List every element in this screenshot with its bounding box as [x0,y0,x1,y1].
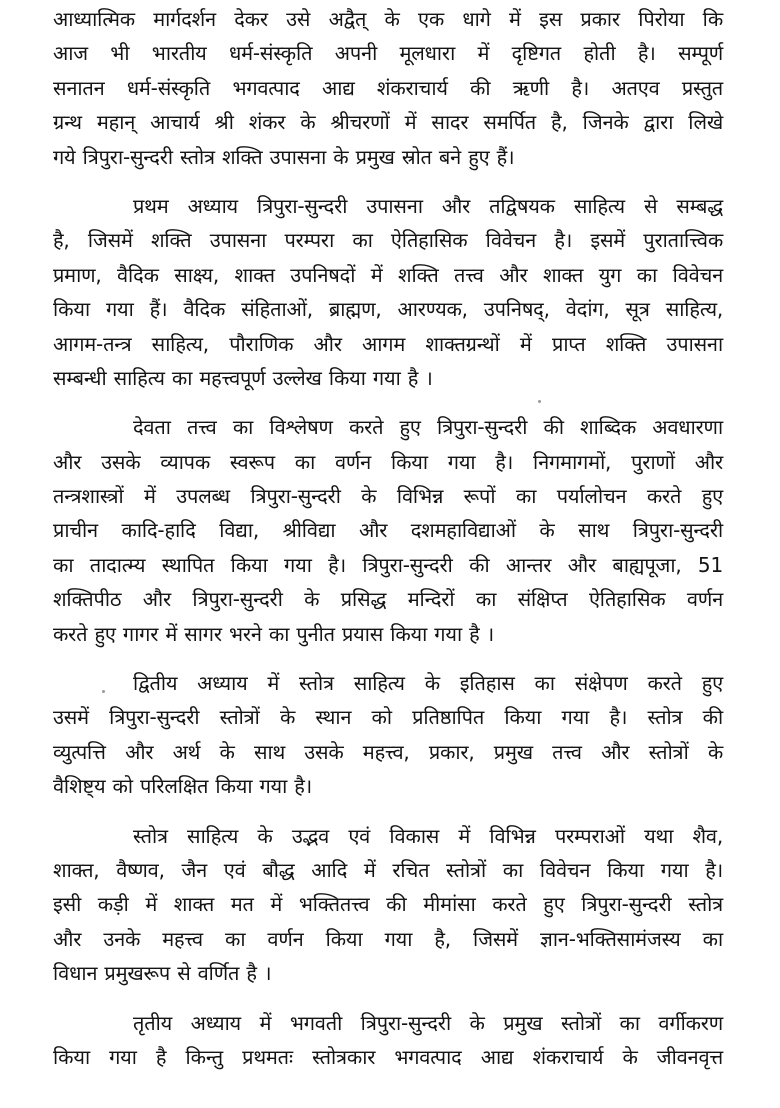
text-line: वैशिष्ट्य को परिलक्षित किया गया है। [53,774,313,799]
paragraph-chapter-two [53,666,723,804]
text-line: सनातन धर्म-संस्कृति भगवत्पाद आद्य शंकराचार्य की ऋणी है। अतएव प्रस्तुत [53,75,723,100]
text-line: शक्तिपीठ और त्रिपुरा-सुन्दरी के प्रसिद्ध मन्दिरों का संक्षिप्त ऐतिहासिक वर्णन [53,587,723,612]
paragraph-chapter-three [53,1006,723,1075]
text-line: प्रमाण, वैदिक साक्ष्य, शाक्त उपनिषदों में शक्ति तत्त्व और शाक्त युग का विवेचन [53,262,723,287]
text-line: आध्यात्मिक मार्गदर्शन देकर उसे अद्वैत् के एक धागे में इस प्रकार पिरोया कि [53,7,723,31]
text-line: है, जिसमें शक्ति उपासना परम्परा का ऐतिहासिक विवेचन है। इसमें पुरातात्त्विक [53,228,723,253]
text-line: ग्रन्थ महान् आचार्य श्री शंकर के श्रीचरणों में सादर समर्पित है, जिनके द्वारा लिखे [53,110,723,135]
text-line: करते हुए गागर में सागर भरने का पुनीत प्रयास किया गया है । [53,621,495,646]
text-line: प्राचीन कादि-हादि विद्या, श्रीविद्या और दशमहाविद्याओं के साथ त्रिपुरा-सुन्दरी [53,518,723,543]
text-line: तन्त्रशास्त्रों में उपलब्ध त्रिपुरा-सुन्दरी के विभिन्न रूपों का पर्यालोचन करते हुए [53,484,723,509]
text-line: विधान प्रमुखरूप से वर्णित है । [53,961,272,986]
text-line: तृतीय अध्याय में भगवती त्रिपुरा-सुन्दरी के प्रमुख स्तोत्रों का वर्गीकरण [133,1010,723,1035]
text-line: सम्बन्धी साहित्य का महत्त्वपूर्ण उल्लेख किया गया है । [53,365,433,390]
paragraph-continuation [53,2,723,174]
document-page [53,2,723,1089]
paragraph-stotra-origin [53,819,723,991]
text-line: का तादात्म्य स्थापित किया गया है। त्रिपुरा-सुन्दरी की आन्तर और बाह्यपूजा, 51 [53,552,723,577]
text-line: किया गया है किन्तु प्रथमतः स्तोत्रकार भगवत्पाद आद्य शंकराचार्य के जीवनवृत्त [53,1044,723,1069]
text-line: इसी कड़ी में शाक्त मत में भक्तितत्त्व की मीमांसा करते हुए त्रिपुरा-सुन्दरी स्तोत्र [53,892,723,917]
scan-speck [538,400,541,403]
text-line: स्तोत्र साहित्य के उद्भव एवं विकास में विभिन्न परम्पराओं यथा शैव, [133,823,723,848]
text-line: व्युत्पत्ति और अर्थ के साथ उसके महत्त्व, प्रकार, प्रमुख तत्त्व और स्तोत्रों के [53,739,723,764]
text-line: द्वितीय अध्याय में स्तोत्र साहित्य के इतिहास का संक्षेपण करते हुए [133,671,723,696]
text-line: और उसके व्यापक स्वरूप का वर्णन किया गया है। निगमागमों, पुराणों और [53,449,723,474]
text-line: आज भी भारतीय धर्म-संस्कृति अपनी मूलधारा में दृष्टिगत होती है। सम्पूर्ण [53,41,723,66]
text-line: प्रथम अध्याय त्रिपुरा-सुन्दरी उपासना और तद्विषयक साहित्य से सम्बद्ध [133,193,723,218]
scan-speck [102,690,105,693]
paragraph-deity-analysis [53,410,723,651]
text-line: आगम-तन्त्र साहित्य, पौराणिक और आगम शाक्तग्रन्थों में प्राप्त शक्ति उपासना [53,331,723,356]
text-line: देवता तत्त्व का विश्लेषण करते हुए त्रिपुरा-सुन्दरी की शाब्दिक अवधारणा [133,415,723,440]
text-line: गये त्रिपुरा-सुन्दरी स्तोत्र शक्ति उपासना के प्रमुख स्रोत बने हुए हैं। [53,144,515,169]
text-line: और उनके महत्त्व का वर्णन किया गया है, जिसमें ज्ञान-भक्तिसामंजस्य का [53,926,723,951]
text-line: उसमें त्रिपुरा-सुन्दरी स्तोत्रों के स्थान को प्रतिष्ठापित किया गया है। स्तोत्र की [53,705,723,730]
text-line: किया गया हैं। वैदिक संहिताओं, ब्राह्मण, आरण्यक, उपनिषद्, वेदांग, सूत्र साहित्य, [53,297,723,322]
paragraph-chapter-one [53,189,723,395]
text-line: शाक्त, वैष्णव, जैन एवं बौद्ध आदि में रचित स्तोत्रों का विवेचन किया गया है। [53,857,723,882]
